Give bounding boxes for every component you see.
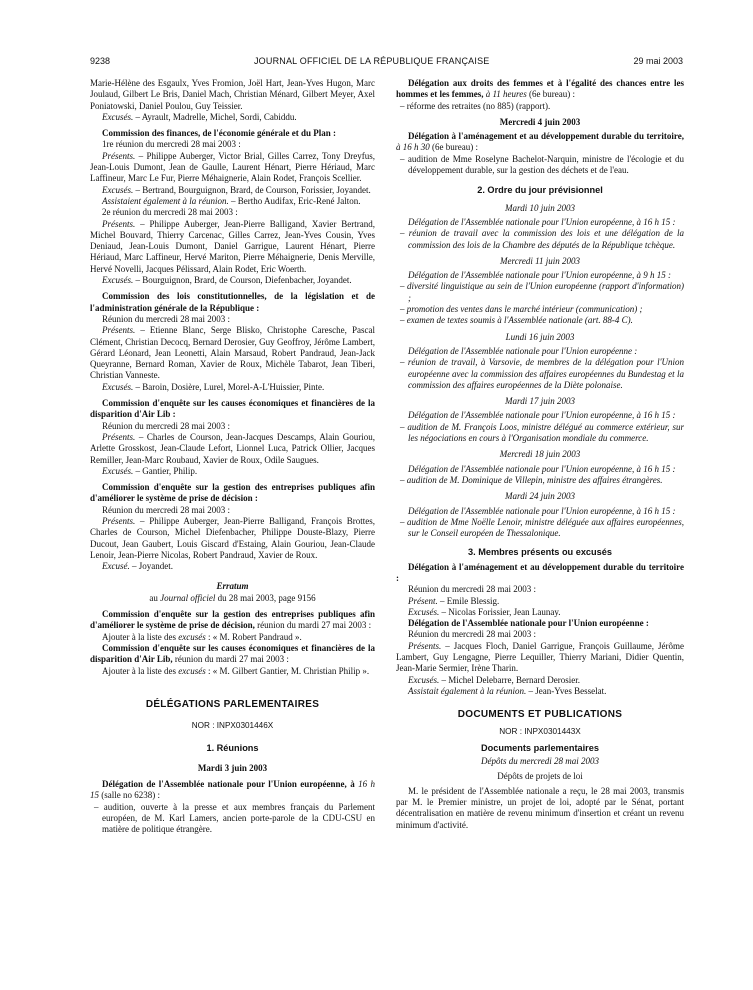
m1-present: Présent. – Emile Blessig. — [408, 595, 500, 606]
left-column — [90, 78, 375, 836]
agenda-date-1: Mardi 10 juin 2003 — [505, 202, 575, 213]
m2-presents: Présents. – Jacques Floch, Daniel Garrigue, François Guillaume, Jérôme Lambert, Guy Lengagne, Pierre Lequiller, Thierry Mariani, Didier Quentin, Jean-Marie Sermier, Irène Tharin. — [396, 640, 684, 674]
airlib-title: Commission d'enquête sur les causes économiques et financières de la disparition d'Air Lib : — [90, 398, 375, 420]
agenda-item-5: – audition de M. Dominique de Villepin, ministre des affaires étrangères. — [400, 474, 663, 485]
gestion-reunion: Réunion du mercredi 28 mai 2003 : — [102, 504, 230, 515]
docs-parlementaires: Documents parlementaires — [481, 742, 599, 753]
finances-r2-excuses: Excusés. – Bourguignon, Brard, de Courson, Diefenbacher, Joyandet. — [102, 275, 352, 286]
lois-reunion: Réunion du mercredi 28 mai 2003 : — [102, 313, 230, 324]
agenda-date-5: Mercredi 18 juin 2003 — [499, 449, 581, 460]
agenda-date-4: Mardi 17 juin 2003 — [505, 396, 575, 407]
finances-r2-presents: Présents. – Philippe Auberger, Jean-Pierre Balligand, Xavier Bertrand, Michel Bouvard, Thierry Carcenac, Gilles Carrez, Jean-Yves Cousin, Yves Deniaud, Jean-Louis Dumont, Daniel Garrigue, Laurent Hénart, Pierre Hériaud, Marc Laffineur, Hervé Mariton, Pierre Méhaignerie, Denis Merville, Hervé Novelli, Jacques Pélissard, Alain Rodet, Eric Woerth. — [90, 218, 375, 274]
agenda-deleg-4: Délégation de l'Assemblée nationale pour l'Union européenne, à 16 h 15 : — [408, 410, 676, 421]
agenda-item-2a: – diversité linguistique au sein de l'Union européenne (rapport d'information) ; — [400, 281, 684, 303]
docs-nor: NOR : INPX0301443X — [499, 726, 581, 736]
agenda-date-3: Lundi 16 juin 2003 — [505, 331, 575, 342]
odj-heading: 2. Ordre du jour prévisionnel — [477, 185, 603, 196]
erratum-title: Erratum — [216, 581, 249, 592]
agenda-deleg-1: Délégation de l'Assemblée nationale pour l'Union européenne, à 16 h 15 : — [408, 216, 676, 227]
issue-date: 29 mai 2003 — [633, 56, 683, 66]
journal-title: JOURNAL OFFICIEL DE LA RÉPUBLIQUE FRANÇAISE — [253, 56, 490, 66]
agenda-date-6: Mardi 24 juin 2003 — [505, 491, 575, 502]
amenag-title: Délégation à l'aménagement et au développement durable du territoire, à 16 h 30 (6e bureau) : — [396, 131, 684, 153]
finances-r1-assistaient: Assistaient également à la réunion. – Bertho Audifax, Eric-René Jalton. — [102, 195, 361, 206]
m2-assistait: Assistait également à la réunion. – Jean-Yves Besselat. — [408, 685, 607, 696]
amenag-item: – audition de Mme Roselyne Bachelot-Narquin, ministre de l'écologie et du développement durable, sur la gestion des déchets et de l'eau. — [400, 153, 684, 176]
depots-projets: Dépôts de projets de loi — [497, 771, 583, 782]
droits-item: – réforme des retraites (no 885) (rapport). — [400, 100, 551, 111]
reunions-heading: 1. Réunions — [206, 743, 259, 754]
finances-title: Commission des finances, de l'économie générale et du Plan : — [102, 128, 336, 139]
finances-r1-presents: Présents. – Philippe Auberger, Victor Brial, Gilles Carrez, Tony Dreyfus, Jean-Louis Dumont, Jean de Gaulle, Laurent Hénart, Pierre Hériaud, Marc Laffineur, Marc Le Fur, Pierre Méhaignerie, Alain Rodet, François Scellier. — [90, 150, 375, 184]
airlib-excuses: Excusés. – Gantier, Philip. — [102, 465, 198, 476]
finances-r1-excuses: Excusés. – Bertrand, Bourguignon, Brard, de Courson, Forissier, Joyandet. — [102, 184, 371, 195]
agenda-item-1: – réunion de travail avec la commission des lois et une délégation de la commission des lois de la Chambre des députés de la République tchèque. — [400, 228, 684, 250]
agenda-item-6: – audition de Mme Noëlle Lenoir, ministre déléguée aux affaires européennes, sur le Conseil européen de Thessalonique. — [400, 516, 684, 539]
erratum-add-2: Ajouter à la liste des excusés : « M. Gilbert Gantier, M. Christian Philip ». — [102, 665, 370, 676]
deleg-ue-item: – audition, ouverte à la presse et aux membres français du Parlement européen, de M. Karl Lamers, ancien porte-parole de la CDU-CSU en matière de politique étrangère. — [94, 801, 375, 835]
right-column — [396, 78, 684, 831]
lois-title: Commission des lois constitutionnelles, de la législation et de l'administration générale de la République : — [90, 291, 375, 313]
m2-title: Délégation de l'Assemblée nationale pour l'Union européenne : — [408, 618, 649, 629]
nor-reference: NOR : INPX0301446X — [191, 721, 274, 731]
docs-heading: DOCUMENTS ET PUBLICATIONS — [457, 709, 623, 721]
depots-text: M. le président de l'Assemblée nationale a reçu, le 28 mai 2003, transmis par M. le Premier ministre, un projet de loi, adopté par le Sénat, portant décentralisation en matière de revenu minimum d'insertion et créant un revenu minimum d'activité. — [396, 785, 684, 830]
gestion-title: Commission d'enquête sur la gestion des entreprises publiques afin d'améliorer le système de prise de décision : — [90, 482, 375, 504]
gestion-excuses: Excusé. – Joyandet. — [102, 561, 173, 572]
m1-title: Délégation à l'aménagement et au développement durable du territoire : — [396, 561, 684, 583]
agenda-deleg-5: Délégation de l'Assemblée nationale pour l'Union européenne, à 16 h 15 : — [408, 463, 676, 474]
erratum-add-1: Ajouter à la liste des excusés : « M. Robert Pandraud ». — [102, 631, 302, 642]
page-number: 9238 — [90, 56, 111, 66]
lois-presents: Présents. – Etienne Blanc, Serge Blisko, Christophe Caresche, Pascal Clément, Christian Decocq, Bernard Derosier, Guy Geoffroy, Jérôme Lambert, Gérard Léonard, Jean Leonetti, Alain Marsaud, Robert Pandraud, Jean-Jack Queyranne, Bernard Roman, Xavier de Roux, Michèle Tabarot, Jean Tiberi, Christian Vanneste. — [90, 325, 375, 381]
m1-excuses: Excusés. – Nicolas Forissier, Jean Launay. — [408, 606, 561, 617]
m1-reunion: Réunion du mercredi 28 mai 2003 : — [408, 584, 536, 595]
agenda-item-4: – audition de M. François Loos, ministre délégué au commerce extérieur, sur les négociations en cours à l'Organisation mondiale du commerce. — [400, 421, 684, 444]
agenda-item-3: – réunion de travail, à Varsovie, de membres de la délégation pour l'Union européenne avec la commission des affaires européennes du Bundestag et la commission des affaires européennes de la Diète polonaise. — [400, 357, 684, 390]
agenda-deleg-2: Délégation de l'Assemblée nationale pour l'Union européenne, à 9 h 15 : — [408, 270, 671, 281]
date-mercredi-4: Mercredi 4 juin 2003 — [499, 116, 581, 127]
agenda — [396, 203, 684, 540]
agenda-item-2b: – promotion des ventes dans le marché intérieur (communication) ; — [400, 304, 643, 315]
finances-r1: 1re réunion du mercredi 28 mai 2003 : — [102, 139, 241, 150]
excuses-line: Excusés. – Ayrault, Madrelle, Michel, Sordi, Cabiddu. — [102, 111, 297, 122]
delegations-heading: DÉLÉGATIONS PARLEMENTAIRES — [145, 698, 320, 710]
members-list: Marie-Hélène des Esgaulx, Yves Fromion, Joël Hart, Jean-Yves Hugon, Marc Joulaud, Gilbert Le Bris, Daniel Mach, Christian Ménard, Gilbert Meyer, Axel Poniatowski, Daniel Poulou, Guy Teissier. — [90, 78, 375, 111]
gestion-presents: Présents. – Philippe Auberger, Jean-Pierre Balligand, François Brottes, Charles de Courson, Michel Diefenbacher, Philippe Douste-Blazy, Pierre Ducout, Jean Gaubert, Louis Giscard d'Estaing, Alain Gouriou, Jean-Claude Lenoir, Jean-Pierre Nicolas, Robert Pandraud, Xavier de Roux. — [90, 515, 375, 560]
depots-date: Dépôts du mercredi 28 mai 2003 — [480, 756, 600, 767]
lois-excuses: Excusés. – Baroin, Dosière, Lurel, Morel-A-L'Huissier, Pinte. — [102, 381, 325, 392]
erratum-subtitle: au Journal officiel du 28 mai 2003, page 9156 — [149, 592, 316, 603]
m2-excuses: Excusés. – Michel Delebarre, Bernard Derosier. — [408, 674, 580, 685]
agenda-deleg-3: Délégation de l'Assemblée nationale pour l'Union européenne : — [408, 345, 638, 356]
deleg-ue-title: Délégation de l'Assemblée nationale pour l'Union européenne, à 16 h 15 (salle no 6238) : — [90, 779, 375, 801]
droits-title: Délégation aux droits des femmes et à l'égalité des chances entre les hommes et les femmes, à 11 heures (6e bureau) : — [396, 78, 684, 100]
date-mardi-3: Mardi 3 juin 2003 — [197, 762, 268, 773]
agenda-date-2: Mercredi 11 juin 2003 — [500, 255, 580, 266]
agenda-item-2c: – examen de textes soumis à l'Assemblée nationale (art. 88-4 C). — [400, 315, 633, 326]
erratum-item-1: Commission d'enquête sur la gestion des entreprises publiques afin d'améliorer le système de prise de décision, réunion du mardi 27 mai 2003 : — [90, 609, 375, 631]
airlib-presents: Présents. – Charles de Courson, Jean-Jacques Descamps, Alain Gouriou, Arlette Grosskost, Jean-Claude Lefort, Lionnel Luca, Patrick Ollier, Jacques Remiller, Jean-Marc Roubaud, Xavier de Roux, Odile Saugues. — [90, 431, 375, 465]
membres-heading: 3. Membres présents ou excusés — [467, 547, 612, 558]
page-header — [90, 56, 683, 67]
erratum-item-2: Commission d'enquête sur les causes économiques et financières de la disparition d'Air Lib, réunion du mardi 27 mai 2003 : — [90, 642, 375, 665]
finances-r2: 2e réunion du mercredi 28 mai 2003 : — [102, 207, 238, 218]
airlib-reunion: Réunion du mercredi 28 mai 2003 : — [102, 420, 230, 431]
agenda-deleg-6: Délégation de l'Assemblée nationale pour l'Union européenne, à 16 h 15 : — [408, 505, 676, 516]
m2-reunion: Réunion du mercredi 28 mai 2003 : — [408, 629, 536, 640]
